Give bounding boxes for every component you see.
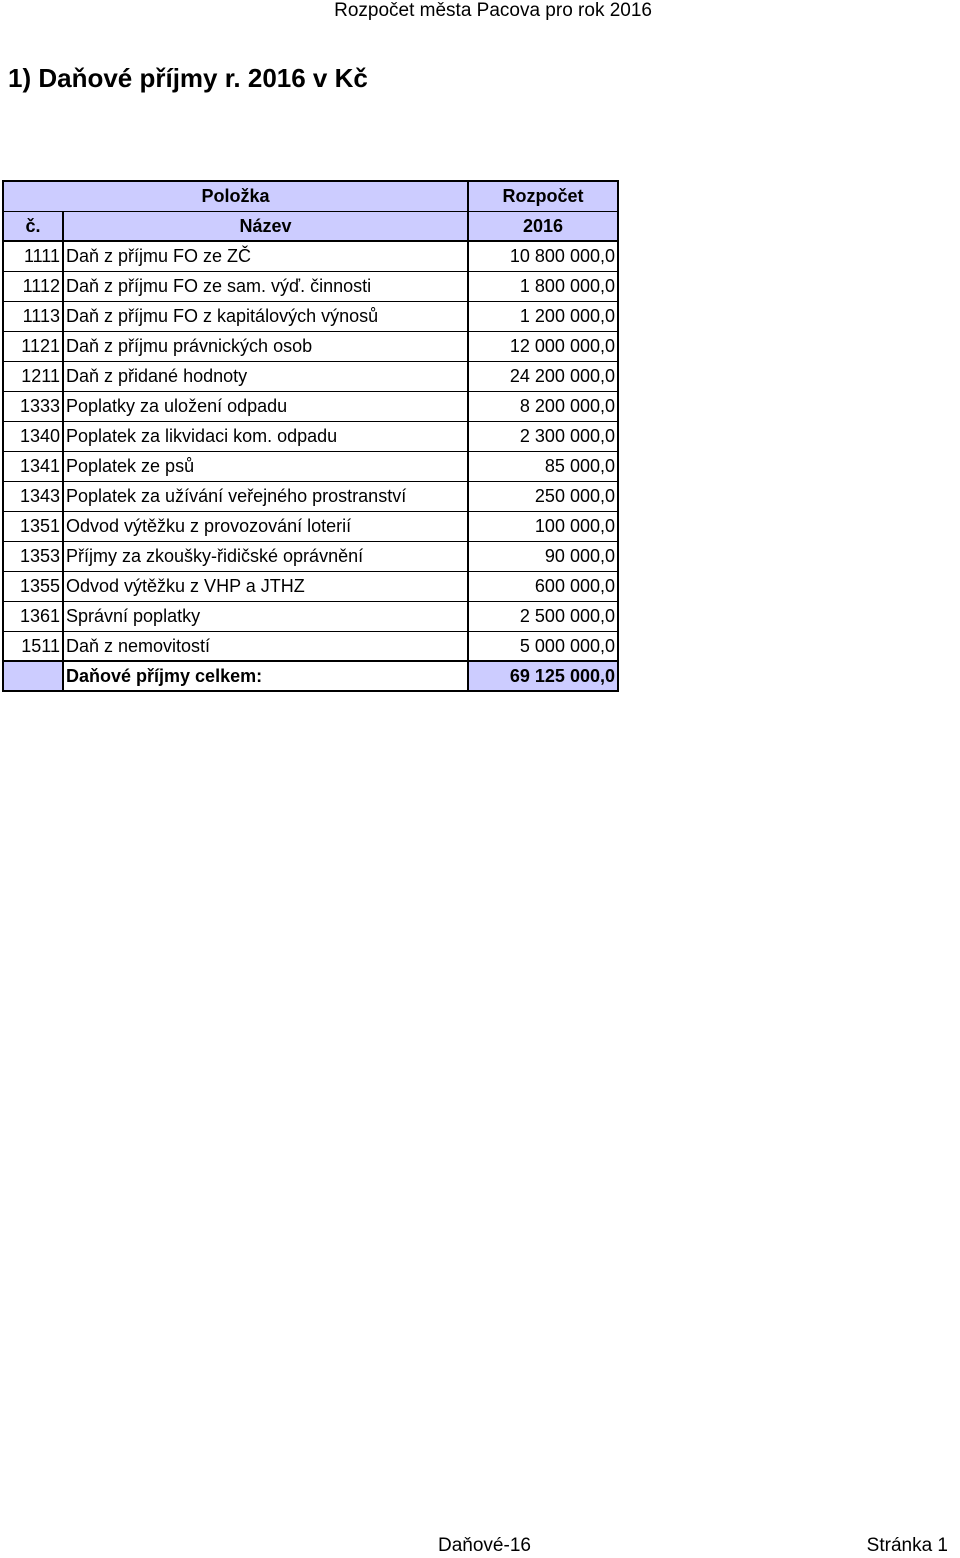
table-row	[3, 631, 618, 661]
header-year: 2016	[468, 211, 618, 241]
row-code: 1112	[3, 271, 63, 301]
table-row	[3, 601, 618, 631]
row-code: 1113	[3, 301, 63, 331]
row-code: 1353	[3, 541, 63, 571]
row-name: Poplatky za uložení odpadu	[63, 391, 468, 421]
table-row	[3, 511, 618, 541]
row-code: 1333	[3, 391, 63, 421]
row-code: 1340	[3, 421, 63, 451]
row-code: 1211	[3, 361, 63, 391]
section-title: 1) Daňové příjmy r. 2016 v Kč	[8, 63, 368, 93]
row-code: 1121	[3, 331, 63, 361]
row-amount: 2 300 000,0	[468, 421, 618, 451]
row-code: 1343	[3, 481, 63, 511]
table-row	[3, 451, 618, 481]
row-amount: 85 000,0	[468, 451, 618, 481]
row-amount: 600 000,0	[468, 571, 618, 601]
total-amount: 69 125 000,0	[468, 661, 618, 691]
row-name: Daň z příjmu FO z kapitálových výnosů	[63, 301, 468, 331]
table-row	[3, 331, 618, 361]
row-amount: 1 200 000,0	[468, 301, 618, 331]
row-amount: 90 000,0	[468, 541, 618, 571]
row-name: Poplatek za likvidaci kom. odpadu	[63, 421, 468, 451]
row-name: Daň z příjmu FO ze ZČ	[63, 241, 468, 271]
table-header-row	[3, 181, 618, 211]
row-amount: 10 800 000,0	[468, 241, 618, 271]
table-row	[3, 301, 618, 331]
row-amount: 250 000,0	[468, 481, 618, 511]
row-name: Daň z příjmu FO ze sam. výď. činnosti	[63, 271, 468, 301]
row-name: Příjmy za zkoušky-řidičské oprávnění	[63, 541, 468, 571]
row-code: 1355	[3, 571, 63, 601]
header-name: Název	[63, 211, 468, 241]
table-row	[3, 241, 618, 271]
row-amount: 2 500 000,0	[468, 601, 618, 631]
row-code: 1111	[3, 241, 63, 271]
total-code-empty	[3, 661, 63, 691]
row-code: 1511	[3, 631, 63, 661]
footer-sheet-name: Daňové-16	[438, 1535, 531, 1556]
row-name: Daň z přidané hodnoty	[63, 361, 468, 391]
table-row	[3, 421, 618, 451]
table-row	[3, 571, 618, 601]
table-row	[3, 271, 618, 301]
table-row	[3, 541, 618, 571]
row-amount: 1 800 000,0	[468, 271, 618, 301]
tax-income-table	[2, 180, 619, 692]
table-subheader-row	[3, 211, 618, 241]
header-code: č.	[3, 211, 63, 241]
row-name: Poplatek za užívání veřejného prostranství	[63, 481, 468, 511]
row-name: Správní poplatky	[63, 601, 468, 631]
row-amount: 12 000 000,0	[468, 331, 618, 361]
total-row	[3, 661, 618, 691]
row-amount: 8 200 000,0	[468, 391, 618, 421]
row-name: Daň z nemovitostí	[63, 631, 468, 661]
table-row	[3, 361, 618, 391]
footer-page-number: Stránka 1	[866, 1535, 948, 1556]
row-name: Odvod výtěžku z provozování loterií	[63, 511, 468, 541]
row-name: Poplatek ze psů	[63, 451, 468, 481]
row-amount: 5 000 000,0	[468, 631, 618, 661]
page-header-title: Rozpočet města Pacova pro rok 2016	[334, 0, 652, 21]
row-name: Odvod výtěžku z VHP a JTHZ	[63, 571, 468, 601]
total-label: Daňové příjmy celkem:	[63, 661, 468, 691]
header-item: Položka	[3, 181, 468, 211]
row-amount: 100 000,0	[468, 511, 618, 541]
table-row	[3, 481, 618, 511]
table-row	[3, 391, 618, 421]
row-code: 1351	[3, 511, 63, 541]
row-name: Daň z příjmu právnických osob	[63, 331, 468, 361]
row-code: 1361	[3, 601, 63, 631]
header-budget: Rozpočet	[468, 181, 618, 211]
row-code: 1341	[3, 451, 63, 481]
row-amount: 24 200 000,0	[468, 361, 618, 391]
